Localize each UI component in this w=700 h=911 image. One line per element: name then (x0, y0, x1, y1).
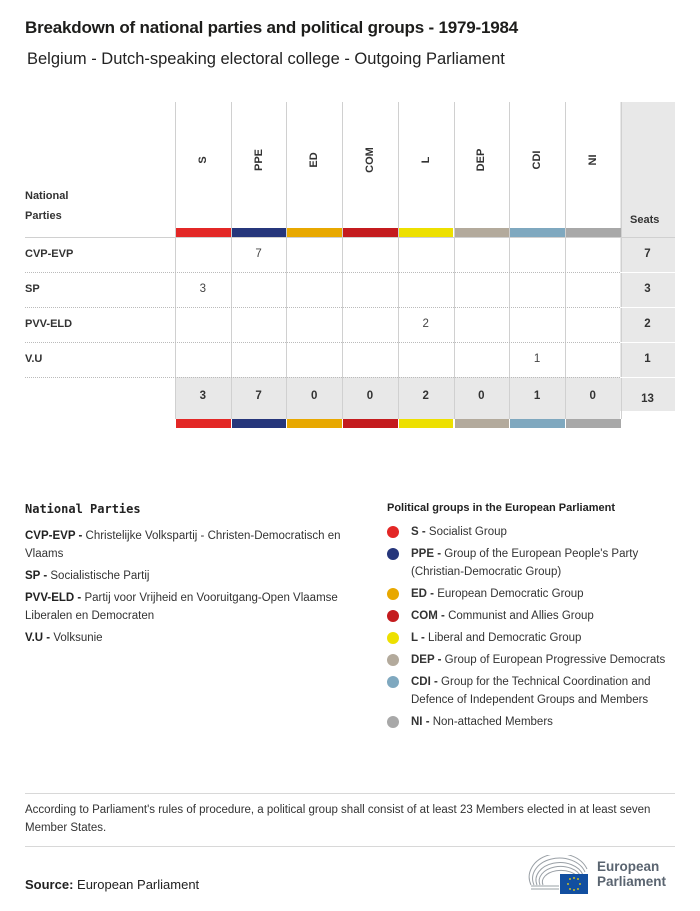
political-group-legend-item (387, 545, 687, 581)
color-dot-icon (387, 588, 399, 600)
color-bar-ppe (232, 419, 287, 428)
total-seats: 13 (641, 393, 654, 405)
color-dot-icon (387, 526, 399, 538)
row-header-label: National (25, 190, 69, 202)
total-cell: 7 (255, 390, 262, 402)
color-dot-icon (387, 610, 399, 622)
color-dot-icon (387, 548, 399, 560)
column-divider (621, 102, 622, 419)
column-divider (286, 102, 287, 419)
party-code: PVV-ELD - (25, 592, 82, 604)
total-cell: 0 (311, 390, 318, 402)
chart-title: Breakdown of national parties and political groups - 1979-1984 (25, 18, 519, 37)
divider (25, 846, 675, 847)
national-party-legend-item (25, 629, 365, 647)
row-divider (25, 272, 620, 273)
national-parties-legend-title: National Parties (25, 502, 141, 516)
column-header-ed: ED (308, 152, 321, 168)
breakdown-table (25, 102, 675, 432)
group-name: Non-attached Members (432, 716, 553, 728)
row-divider (25, 307, 620, 308)
color-bar-cdi (510, 419, 565, 428)
column-divider (231, 102, 232, 419)
column-divider (342, 102, 343, 419)
color-bar-dep (455, 228, 510, 237)
row-seats: 2 (644, 318, 651, 330)
political-group-legend-item (387, 651, 687, 669)
row-label: SP (25, 283, 40, 295)
row-label: V.U (25, 353, 43, 365)
source-value: European Parliament (77, 877, 200, 892)
source (25, 877, 199, 892)
group-name: Group of European Progressive Democrats (444, 654, 666, 666)
group-code: NI - (411, 716, 430, 728)
total-cell: 3 (199, 390, 207, 402)
total-cell: 1 (533, 390, 541, 402)
row-divider (620, 342, 675, 343)
color-dot-icon (387, 716, 399, 728)
row-header-label: Parties (25, 210, 62, 222)
group-name: Socialist Group (428, 526, 507, 538)
source-label: Source: (25, 877, 74, 892)
party-name: Socialistische Partij (50, 570, 150, 582)
row-divider (620, 377, 675, 378)
row-label: PVV-ELD (25, 318, 73, 330)
political-group-legend-item (387, 607, 687, 625)
party-code: SP - (25, 570, 48, 582)
column-header-s: S (196, 156, 209, 164)
color-bar-ed (287, 419, 342, 428)
column-header-dep: DEP (475, 148, 488, 172)
column-header-ppe: PPE (252, 149, 265, 172)
color-bar-l (399, 228, 454, 237)
political-groups-legend-title: Political groups in the European Parliament (387, 502, 615, 514)
chart-subtitle: Belgium - Dutch-speaking electoral college - Outgoing Parliament (27, 50, 505, 68)
total-cell: 0 (478, 390, 485, 402)
row-divider (620, 307, 675, 308)
color-bar-cdi (510, 228, 565, 237)
political-groups-legend (387, 502, 687, 735)
group-name: Group of the European People's Party (Christian-Democratic Group) (411, 548, 639, 578)
national-party-legend-item (25, 567, 365, 585)
table-cell: 1 (533, 353, 541, 365)
column-divider (454, 102, 455, 419)
column-header-com: COM (363, 147, 376, 173)
group-code: L - (411, 632, 425, 644)
color-bar-s (176, 419, 231, 428)
european-parliament-logo (527, 855, 677, 895)
logo-text: European Parliament (597, 859, 667, 889)
group-code: DEP - (411, 654, 442, 666)
divider (25, 793, 675, 794)
national-party-legend-item (25, 589, 365, 625)
color-dot-icon (387, 676, 399, 688)
political-group-legend-item (387, 585, 687, 603)
group-code: S - (411, 526, 426, 538)
table-cell: 3 (199, 283, 207, 295)
footnote: According to Parliament's rules of procedure, a political group shall consist of at least 23 Members elected in at least seven Member States. (25, 804, 651, 834)
party-name: Christelijke Volkspartij - Christen-Democratisch en Vlaams (25, 530, 341, 560)
seats-header: Seats (630, 214, 660, 226)
party-name: Partij voor Vrijheid en Vooruitgang-Open Vlaamse Liberalen en Democraten (25, 592, 338, 622)
row-seats: 1 (644, 353, 651, 365)
column-divider (565, 102, 566, 419)
column-header-l: L (419, 156, 432, 164)
color-bar-ed (287, 228, 342, 237)
national-party-legend-item (25, 527, 365, 563)
color-bar-com (343, 419, 398, 428)
color-dot-icon (387, 654, 399, 666)
color-bar-l (399, 419, 454, 428)
column-divider (175, 102, 176, 419)
color-bar-ni (566, 228, 621, 237)
party-name: Volksunie (53, 632, 103, 644)
column-divider (398, 102, 399, 419)
color-bar-s (176, 228, 231, 237)
row-seats: 7 (644, 248, 651, 260)
group-code: ED - (411, 588, 434, 600)
color-bar-ni (566, 419, 621, 428)
group-name: European Democratic Group (437, 588, 584, 600)
row-divider (620, 272, 675, 273)
national-parties-legend (25, 502, 365, 651)
hemicycle-icon (527, 855, 591, 895)
column-divider (509, 102, 510, 419)
group-code: COM - (411, 610, 445, 622)
political-group-legend-item (387, 713, 687, 731)
color-dot-icon (387, 632, 399, 644)
political-group-legend-item (387, 629, 687, 647)
table-cell: 2 (422, 318, 429, 330)
color-bar-com (343, 228, 398, 237)
total-cell: 0 (589, 390, 596, 402)
column-header-ni: NI (586, 154, 599, 166)
row-divider (25, 342, 620, 343)
color-bar-dep (455, 419, 510, 428)
group-code: PPE - (411, 548, 442, 560)
group-name: Communist and Allies Group (448, 610, 594, 622)
political-group-legend-item (387, 523, 687, 541)
party-code: V.U - (25, 632, 51, 644)
group-code: CDI - (411, 676, 438, 688)
color-bar-ppe (232, 228, 287, 237)
total-cell: 2 (422, 390, 429, 402)
row-divider (25, 377, 620, 378)
row-seats: 3 (644, 283, 651, 295)
row-label: CVP-EVP (25, 248, 74, 260)
column-header-cdi: CDI (531, 150, 544, 170)
total-cell: 0 (366, 390, 374, 402)
party-code: CVP-EVP - (25, 530, 83, 542)
table-cell: 7 (255, 248, 262, 260)
group-name: Liberal and Democratic Group (428, 632, 582, 644)
political-group-legend-item (387, 673, 687, 709)
group-name: Group for the Technical Coordination and Defence of Independent Groups and Members (411, 676, 651, 706)
header-divider (25, 237, 675, 238)
